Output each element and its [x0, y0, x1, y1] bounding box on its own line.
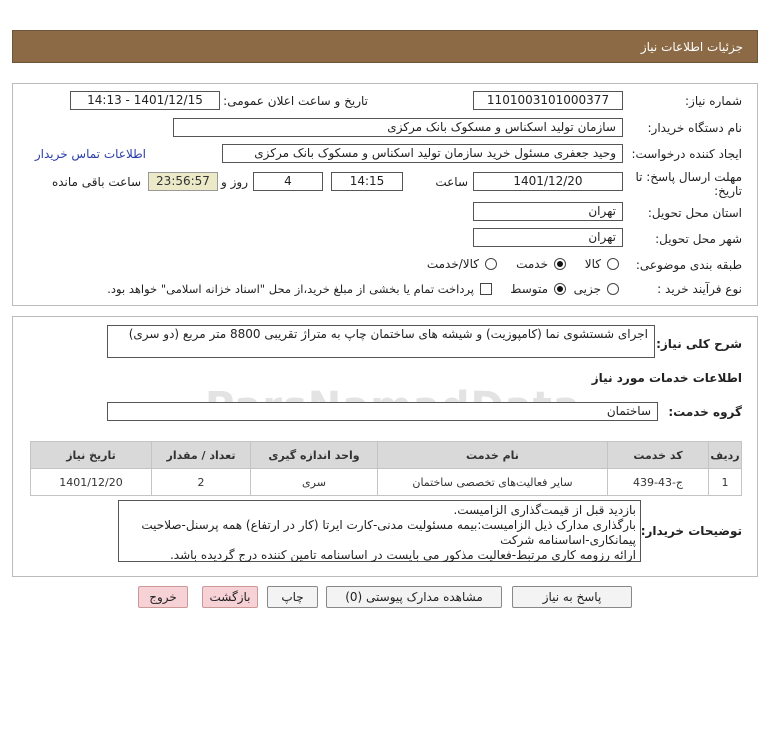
- category-goods-service-radio[interactable]: [485, 258, 497, 270]
- treasury-payment-note: پرداخت تمام یا بخشی از مبلغ خرید،از محل "اسناد خزانه اسلامی" خواهد بود.: [107, 282, 474, 296]
- deadline-date-label: تاریخ:: [714, 184, 742, 198]
- deadline-time-field: 14:15: [331, 172, 403, 191]
- col-service-name: نام خدمت: [378, 442, 608, 469]
- table-row: [31, 469, 742, 496]
- table-header-row: [31, 442, 742, 469]
- cell-need-date: 1401/12/20: [31, 469, 152, 496]
- creator-label: ایجاد کننده درخواست:: [631, 147, 742, 161]
- exit-button[interactable]: خروج: [138, 586, 188, 608]
- deadline-date-field: 1401/12/20: [473, 172, 623, 191]
- remaining-time-field: 23:56:57: [148, 172, 218, 191]
- process-type-label: نوع فرآیند خرید :: [657, 282, 742, 296]
- process-small-label: جزیی: [573, 282, 601, 296]
- need-number-label: شماره نیاز:: [685, 94, 742, 108]
- process-small-radio[interactable]: [607, 283, 619, 295]
- summary-label: شرح کلی نیاز:: [656, 337, 742, 351]
- city-label: شهر محل تحویل:: [655, 232, 742, 246]
- cell-row-number: 1: [709, 469, 742, 496]
- process-medium-label: متوسط: [510, 282, 548, 296]
- process-medium-radio[interactable]: [554, 283, 566, 295]
- category-label: طبقه بندی موضوعی:: [635, 258, 742, 272]
- category-goods-service-label: کالا/خدمت: [426, 257, 479, 271]
- buyer-field: سازمان تولید اسکناس و مسکوک بانک مرکزی: [173, 118, 623, 137]
- city-field: تهران: [473, 228, 623, 247]
- announce-datetime-field: 1401/12/15 - 14:13: [70, 91, 220, 110]
- page-header: [12, 30, 758, 63]
- print-button[interactable]: چاپ: [267, 586, 318, 608]
- category-service-label: خدمت: [516, 257, 548, 271]
- col-unit: واحد اندازه گیری: [251, 442, 378, 469]
- treasury-payment-checkbox[interactable]: [480, 283, 492, 295]
- col-need-date: تاریخ نیاز: [31, 442, 152, 469]
- buyer-notes-label: توضیحات خریدار:: [640, 524, 742, 538]
- buyer-note-line: ارائه رزومه کاری مرتبط-فعالیت مذکور می بایست در اساسنامه تامین کننده درج گردیده باشد.: [169, 548, 636, 562]
- category-goods-label: کالا: [584, 257, 601, 271]
- view-attachments-button[interactable]: مشاهده مدارک پیوستی (0): [326, 586, 502, 608]
- page-title: جزئیات اطلاعات نیاز: [640, 40, 743, 54]
- services-section-title: اطلاعات خدمات مورد نیاز: [591, 371, 742, 385]
- cell-service-name: سایر فعالیت‌های تخصصی ساختمان: [378, 469, 608, 496]
- cell-service-code: ج-43-439: [608, 469, 709, 496]
- reply-button[interactable]: پاسخ به نیاز: [512, 586, 632, 608]
- category-goods-radio[interactable]: [607, 258, 619, 270]
- summary-field: اجرای شستشوی نما (کامپوزیت) و شیشه های ساختمان چاپ به متراژ تقریبی 8800 متر مربع (دو سری): [107, 325, 655, 358]
- deadline-time-label: ساعت: [435, 175, 468, 189]
- buyer-note-line: بارگذاری مدارک ذیل الزامیست:بیمه مسئولیت مدنی-کارت ایرتا (کار در ارتفاع) همه پرسنل-صلاحیت پیمانکاری-اساسنامه شرکت: [141, 518, 636, 547]
- remaining-days-field: 4: [253, 172, 323, 191]
- services-table: [30, 441, 742, 496]
- remaining-time-label: ساعت باقی مانده: [51, 175, 141, 189]
- col-service-code: کد خدمت: [608, 442, 709, 469]
- need-info-panel: [12, 83, 758, 306]
- province-label: استان محل تحویل:: [647, 206, 742, 220]
- buyer-label: نام دستگاه خریدار:: [647, 121, 742, 135]
- cell-quantity: 2: [152, 469, 251, 496]
- col-row-number: ردیف: [709, 442, 742, 469]
- buyer-note-line: بازدید قبل از قیمت‌گذاری الزامیست.: [453, 503, 636, 517]
- category-service-radio[interactable]: [554, 258, 566, 270]
- announce-label: تاریخ و ساعت اعلان عمومی:: [223, 94, 368, 108]
- days-label: روز و: [221, 175, 248, 189]
- province-field: تهران: [473, 202, 623, 221]
- creator-field: وحید جعفری مسئول خرید سازمان تولید اسکناس و مسکوک بانک مرکزی: [222, 144, 623, 163]
- deadline-label: مهلت ارسال پاسخ: تا: [635, 170, 742, 184]
- service-group-label: گروه خدمت:: [668, 405, 742, 419]
- need-number-field: 1101003101000377: [473, 91, 623, 110]
- buyer-notes-box: [118, 500, 641, 562]
- cell-unit: سری: [251, 469, 378, 496]
- service-group-field: ساختمان: [107, 402, 658, 421]
- buyer-contact-link[interactable]: اطلاعات تماس خریدار: [34, 147, 146, 161]
- back-button[interactable]: بازگشت: [202, 586, 258, 608]
- col-quantity: تعداد / مقدار: [152, 442, 251, 469]
